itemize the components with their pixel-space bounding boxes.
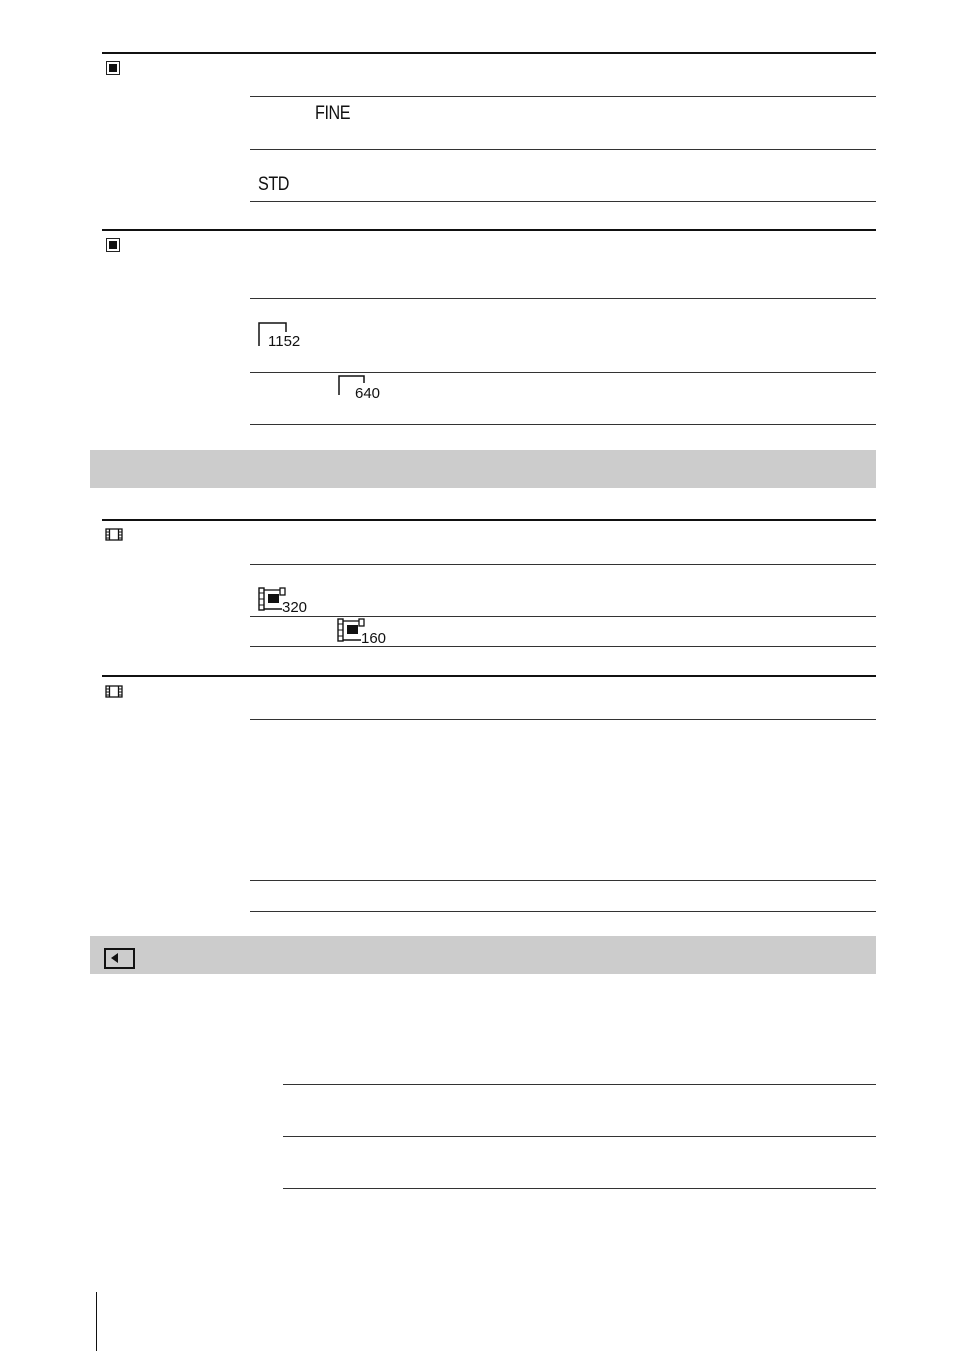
media-section-header-band [90, 936, 876, 974]
section-rule [102, 519, 876, 521]
option-rule [283, 1084, 876, 1085]
option-rule [250, 96, 876, 97]
option-rule [250, 149, 876, 150]
option-rule [250, 719, 876, 720]
option-rule [250, 646, 876, 647]
option-rule [250, 298, 876, 299]
movie-size-320-label: 320 [282, 599, 308, 616]
quality-std-label: STD [258, 174, 290, 195]
quality-fine-label: FINE [315, 103, 351, 124]
option-rule [250, 564, 876, 565]
option-rule [250, 372, 876, 373]
option-rule [283, 1136, 876, 1137]
movie-size-160-label: 160 [361, 630, 387, 647]
section-top-rule [102, 52, 876, 54]
option-rule [283, 1188, 876, 1189]
memory-card-icon [104, 948, 136, 970]
page-edge-line [96, 1292, 97, 1351]
option-rule [250, 201, 876, 202]
film-icon [105, 685, 123, 698]
movie-section-header-band [90, 450, 876, 488]
option-rule [250, 911, 876, 912]
section-rule [102, 229, 876, 231]
option-rule [250, 880, 876, 881]
option-rule [250, 616, 876, 617]
section-rule [102, 675, 876, 677]
image-size-1152-label: 1152 [268, 333, 301, 350]
image-size-640-label: 640 [355, 385, 381, 402]
film-icon [105, 528, 123, 541]
option-rule [250, 424, 876, 425]
still-image-icon [106, 238, 120, 252]
still-image-icon [106, 61, 120, 75]
